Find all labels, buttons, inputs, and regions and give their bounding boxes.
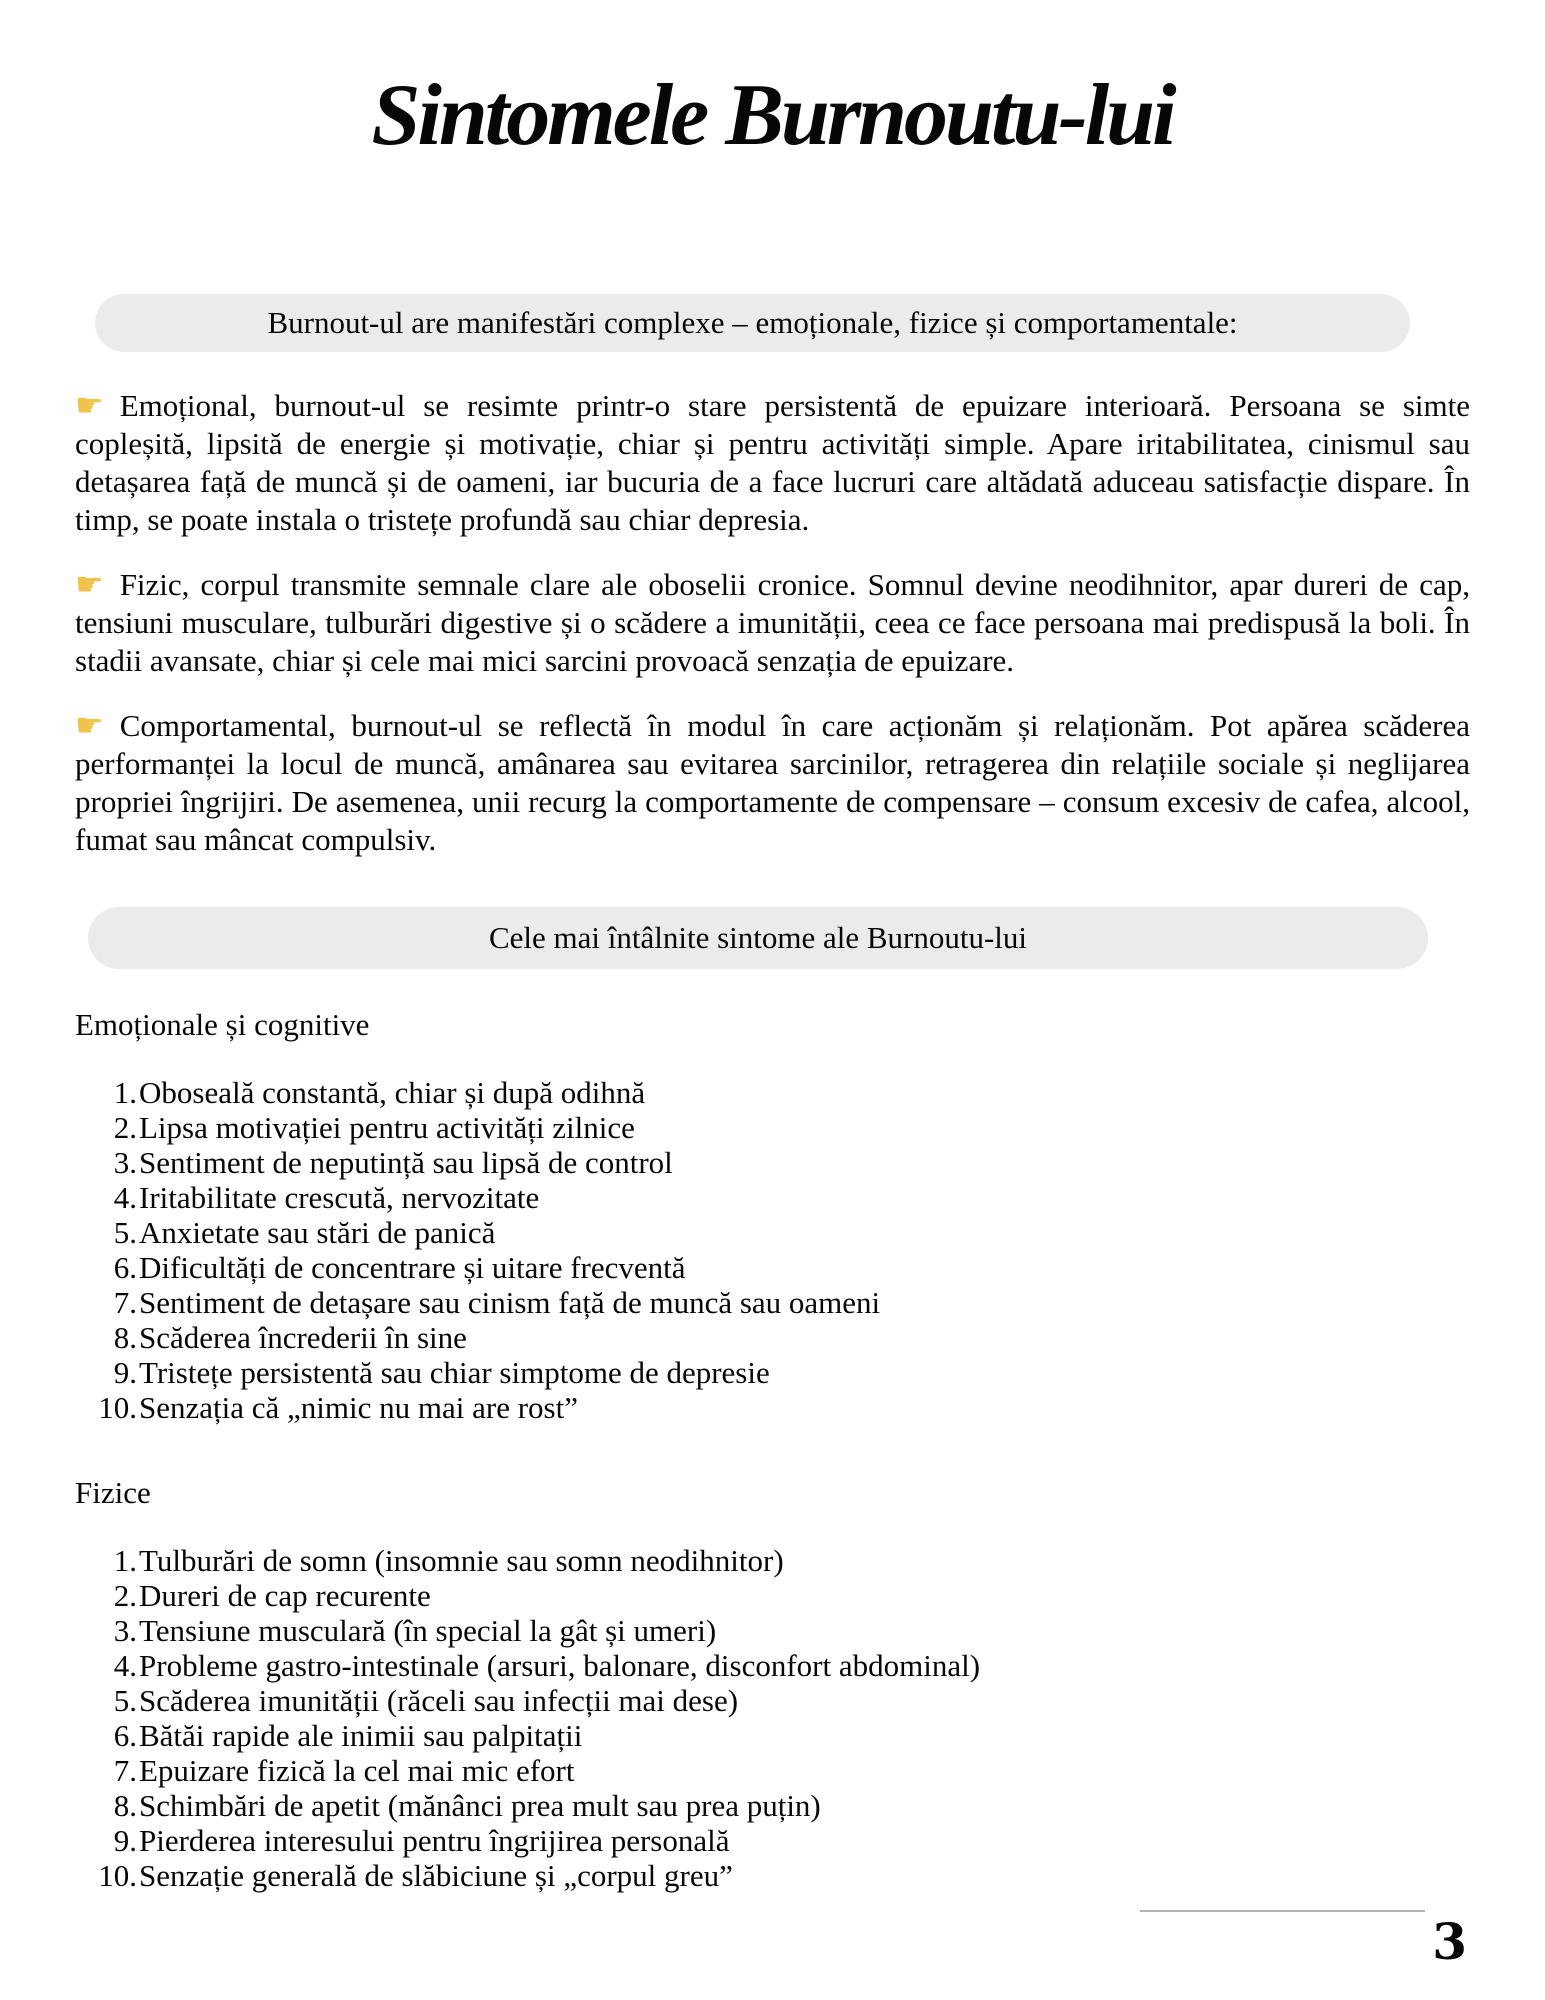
intro-banner-text: Burnout-ul are manifestări complexe – emoționale, fizice și comportamentale: — [267, 305, 1238, 340]
paragraph-emotional-text: Emoțional, burnout-ul se resimte printr-o stare persistentă de epuizare interioară. Persoana se simte copleșită, lipsită de energie și motivație, chiar și pentru activități simple. Apare iritabilitatea, cinismul sau detașarea față de muncă și de oameni, iar bucuria de a face lucruri care altădată aduceau satisfacție dispare. În timp, se poate instala o tristețe profundă sau chiar depresia. — [75, 388, 1470, 537]
section-heading-emotional: Emoționale și cognitive — [75, 1007, 370, 1042]
list-item: Senzația că „nimic nu mai are rost” — [139, 1390, 578, 1425]
list-item: Schimbări de apetit (mănânci prea mult sau prea puțin) — [139, 1788, 821, 1823]
paragraph-emotional — [75, 386, 1470, 539]
list-item: Bătăi rapide ale inimii sau palpitații — [139, 1718, 583, 1753]
paragraph-physical-text: Fizic, corpul transmite semnale clare ale oboselii cronice. Somnul devine neodihnitor, apar dureri de cap, tensiuni musculare, tulburări digestive și o scădere a imunității, ceea ce face persoana mai predispusă la boli. În stadii avansate, chiar și cele mai mici sarcini provoacă senzația de epuizare. — [75, 567, 1470, 678]
list-item: Pierderea interesului pentru îngrijirea personală — [139, 1823, 730, 1858]
list-item: Sentiment de detașare sau cinism față de muncă sau oameni — [139, 1285, 881, 1320]
pointing-hand-icon: ☛ — [75, 386, 104, 424]
list-item: Anxietate sau stări de panică — [139, 1215, 496, 1250]
list-item: Iritabilitate crescută, nervozitate — [139, 1180, 540, 1215]
list-item: Oboseală constantă, chiar și după odihnă — [139, 1075, 646, 1110]
list-item: Lipsa motivației pentru activități zilnice — [139, 1110, 635, 1145]
symptoms-banner-text: Cele mai întâlnite sintome ale Burnoutu-lui — [488, 920, 1028, 955]
pointing-hand-icon: ☛ — [75, 565, 104, 603]
list-item: Tulburări de somn (insomnie sau somn neodihnitor) — [139, 1543, 784, 1578]
page-title: Sintomele Burnoutu-lui — [371, 67, 1174, 164]
symptoms-banner — [88, 907, 1428, 969]
physical-symptoms-list — [0, 1543, 1545, 1893]
list-item: Senzație generală de slăbiciune și „corpul greu” — [139, 1858, 733, 1893]
intro-banner — [95, 294, 1410, 352]
list-item: Scăderea imunității (răceli sau infecții mai dese) — [139, 1683, 739, 1718]
emotional-symptoms-list — [0, 1075, 1545, 1425]
list-item: Dureri de cap recurente — [139, 1578, 431, 1613]
list-item: Tristețe persistentă sau chiar simptome de depresie — [139, 1355, 770, 1390]
paragraph-physical — [75, 565, 1470, 680]
list-item: Sentiment de neputință sau lipsă de control — [139, 1145, 673, 1180]
section-heading-physical: Fizice — [75, 1475, 151, 1510]
footer-divider — [1140, 1910, 1425, 1912]
paragraph-behavioral-text: Comportamental, burnout-ul se reflectă în modul în care acționăm și relaționăm. Pot apărea scăderea performanței la locul de muncă, amânarea sau evitarea sarcinilor, retragerea din relațiile sociale și neglijarea propriei îngrijiri. De asemenea, unii recurg la comportamente de compensare – consum excesiv de cafea, alcool, fumat sau mâncat compulsiv. — [75, 708, 1470, 857]
list-item: Dificultăți de concentrare și uitare frecventă — [139, 1250, 686, 1285]
list-item: Epuizare fizică la cel mai mic efort — [139, 1753, 575, 1788]
list-item: Probleme gastro-intestinale (arsuri, balonare, disconfort abdominal) — [139, 1648, 981, 1683]
pointing-hand-icon: ☛ — [75, 706, 104, 744]
paragraph-behavioral — [75, 706, 1470, 859]
list-item: Scăderea încrederii în sine — [139, 1320, 467, 1355]
page-number: 3 — [1432, 1912, 1467, 1971]
list-item: Tensiune musculară (în special la gât și umeri) — [139, 1613, 717, 1648]
